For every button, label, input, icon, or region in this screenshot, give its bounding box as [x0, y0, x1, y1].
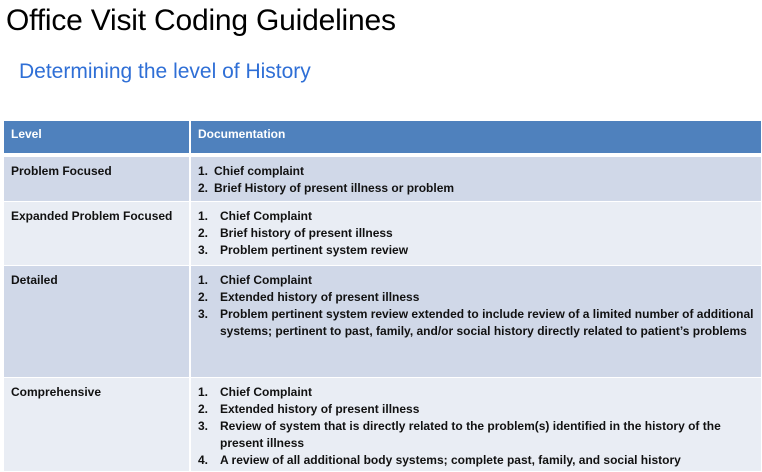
list-item: 2. Extended history of present illness: [198, 289, 420, 304]
list-item: 3. Problem pertinent system review extended to include review of a limited number of additional systems; pertinent to past, family, and/or social history directly related to patient’s problems: [198, 306, 754, 338]
list-item: 1. Chief Complaint: [198, 272, 312, 287]
list-item: 2. Brief history of present illness: [198, 225, 393, 240]
table-row: [4, 157, 762, 201]
list-item: 4. A review of all additional body systems; complete past, family, and social history: [198, 452, 681, 467]
table-row: [4, 265, 762, 377]
documentation-cell: [190, 377, 762, 471]
level-cell: Detailed: [4, 265, 190, 377]
documentation-cell: [190, 157, 762, 201]
list-item: 2. Extended history of present illness: [198, 401, 420, 416]
history-level-table: [4, 121, 762, 472]
level-cell: Expanded Problem Focused: [4, 201, 190, 265]
level-cell: Problem Focused: [4, 157, 190, 201]
level-cell: Comprehensive: [4, 377, 190, 471]
documentation-list: [198, 384, 754, 469]
table-row: [4, 377, 762, 471]
documentation-list: [198, 272, 754, 340]
table-row: [4, 201, 762, 265]
list-item: 1. Chief Complaint: [198, 384, 312, 399]
list-item: 2. Brief History of present illness or problem: [198, 181, 455, 195]
table-header-row: [4, 121, 762, 153]
page-title: Office Visit Coding Guidelines: [6, 4, 396, 37]
list-item: 1. Chief complaint: [198, 164, 305, 178]
list-item: 3. Problem pertinent system review: [198, 242, 409, 257]
list-item: 1. Chief Complaint: [198, 208, 312, 223]
documentation-list: [198, 208, 754, 259]
header-level: Level: [4, 121, 190, 153]
list-item: 3. Review of system that is directly related to the problem(s) identified in the history of the present illness: [198, 418, 721, 450]
documentation-cell: [190, 201, 762, 265]
page-subtitle: Determining the level of History: [19, 60, 311, 83]
header-documentation: Documentation: [190, 121, 762, 153]
documentation-list: [198, 163, 754, 197]
documentation-cell: [190, 265, 762, 377]
